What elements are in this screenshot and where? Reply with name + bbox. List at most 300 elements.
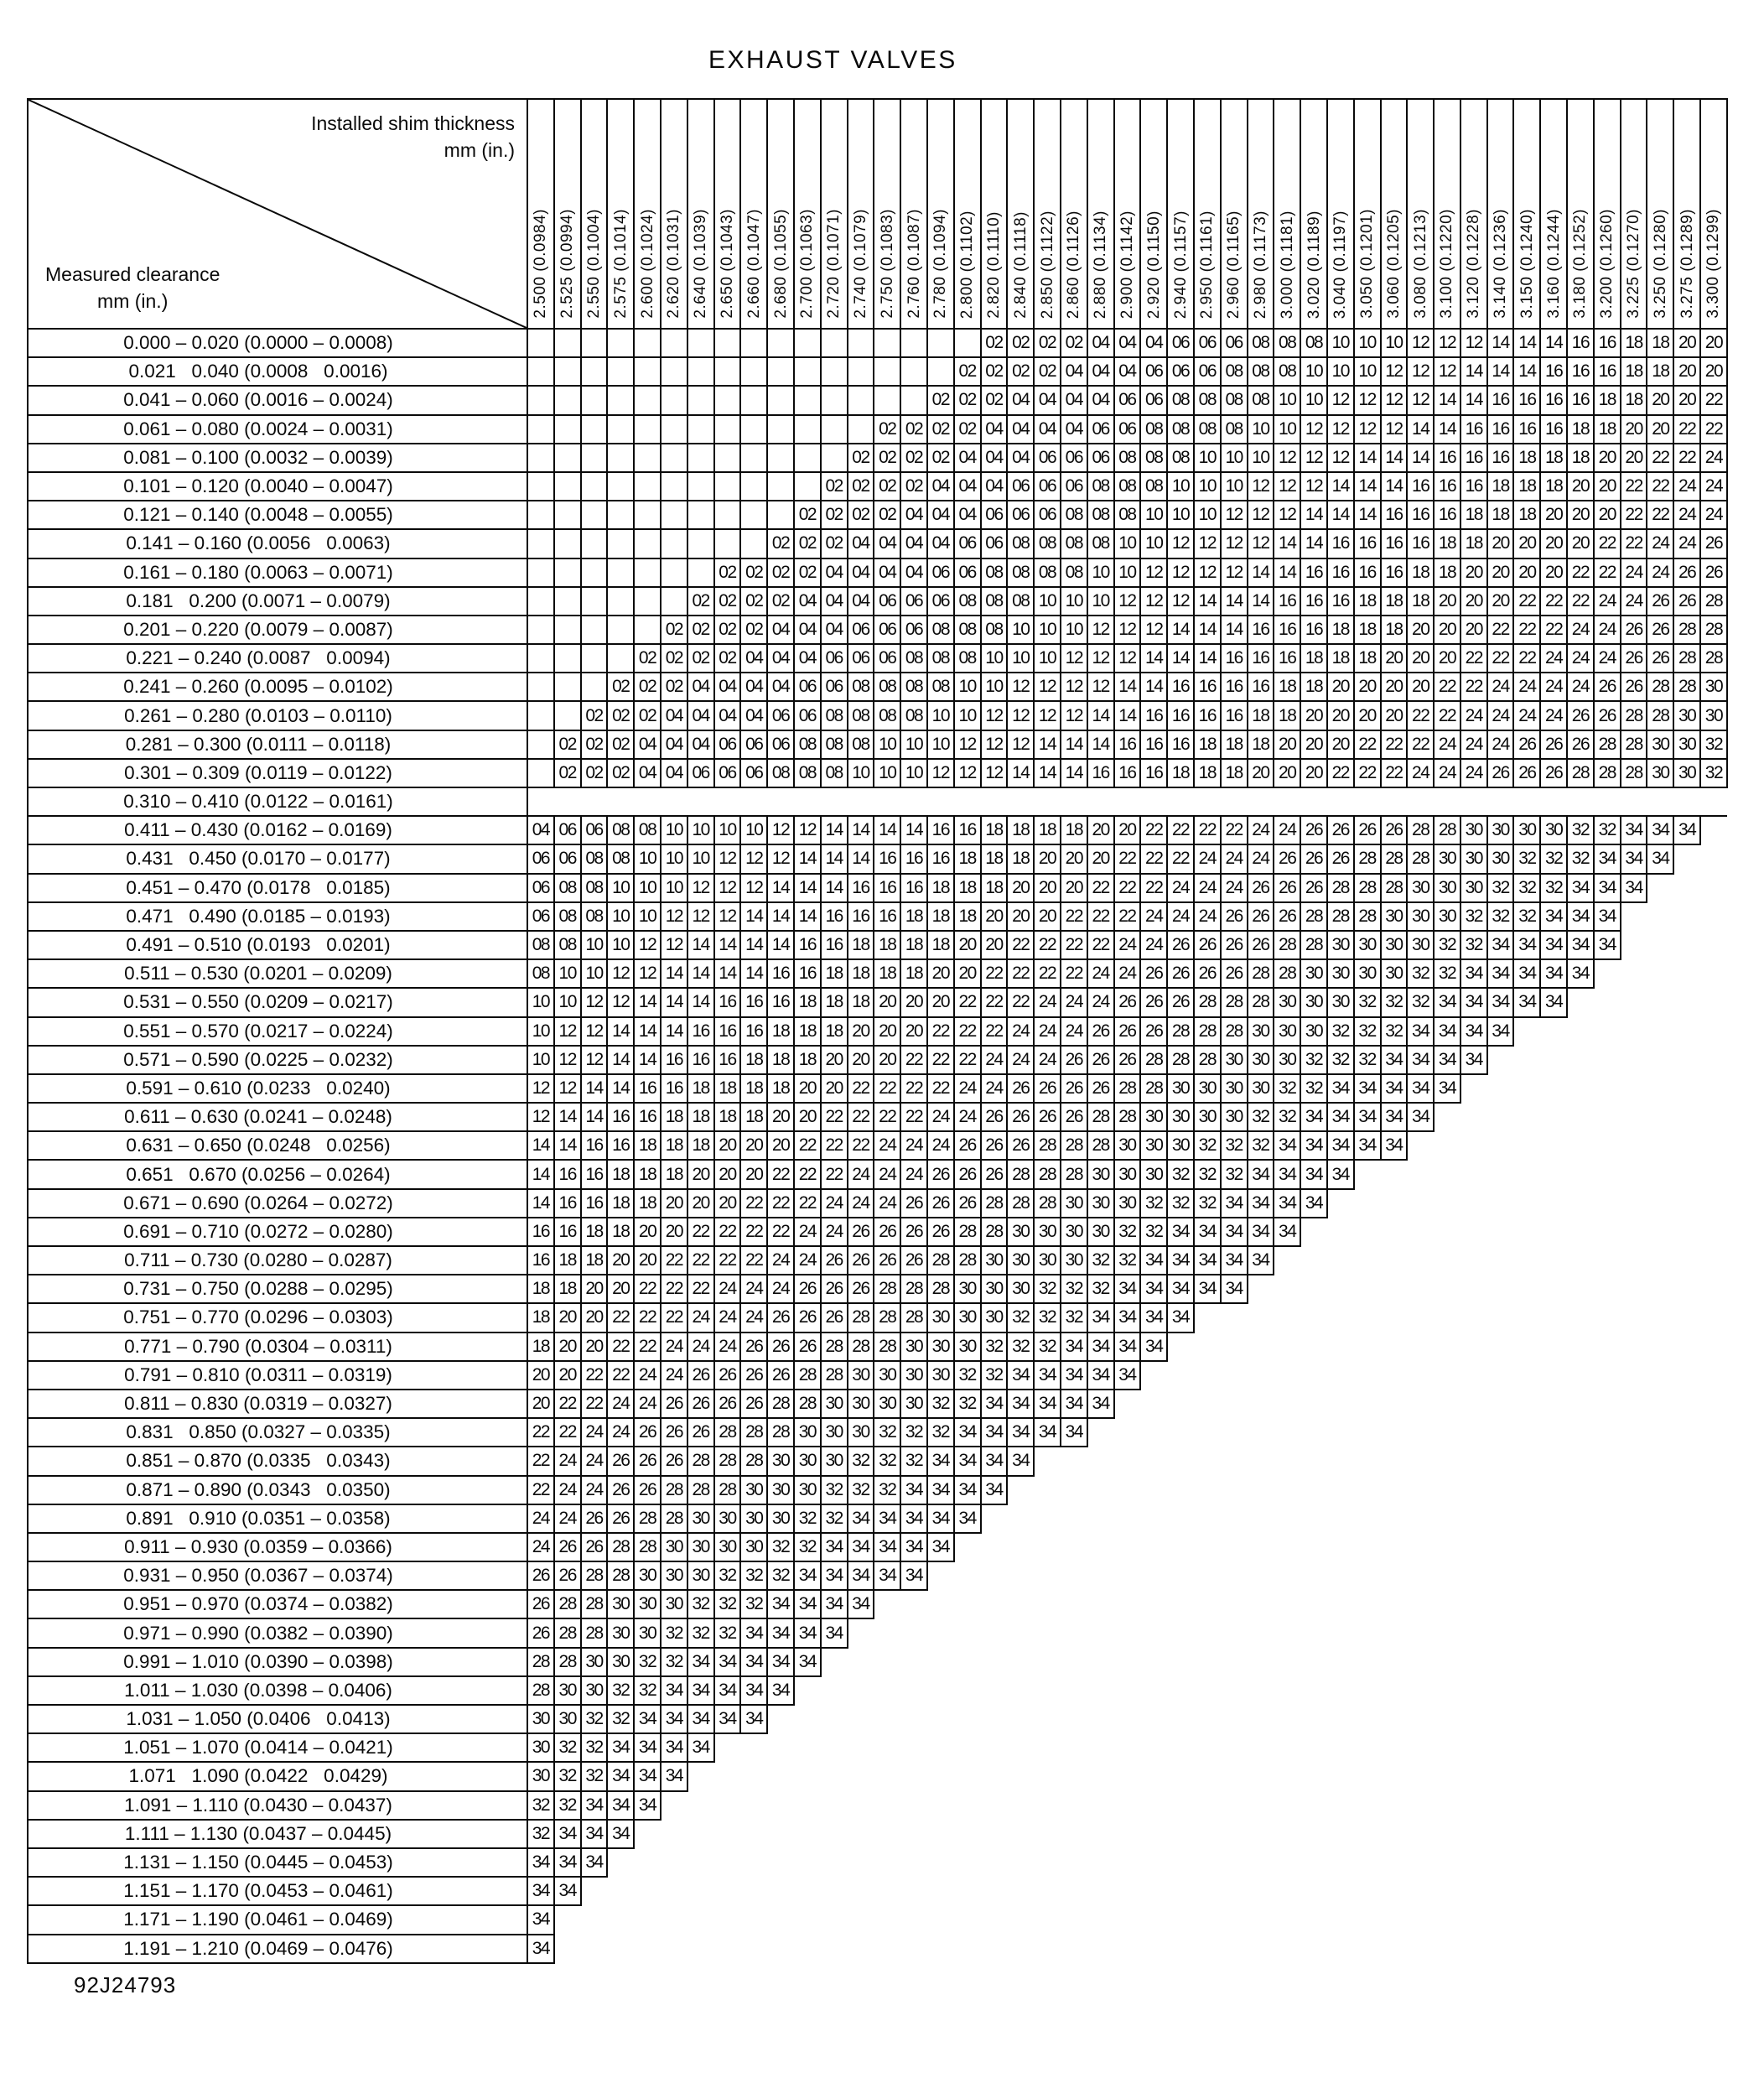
shim-cell: 04 (821, 558, 848, 587)
empty-cell (607, 558, 634, 587)
empty-cell (794, 329, 821, 357)
shim-cell: 18 (1327, 616, 1354, 644)
void-cell (1673, 1390, 1700, 1418)
void-cell (1407, 1447, 1434, 1475)
shim-cell: 30 (1327, 959, 1354, 988)
void-cell (1327, 1648, 1354, 1676)
shim-cell: 34 (581, 1820, 608, 1848)
shim-cell: 02 (954, 357, 981, 386)
void-cell (981, 1820, 1008, 1848)
empty-cell (527, 472, 554, 501)
void-cell (1540, 1561, 1567, 1590)
row-label: 0.791 – 0.810 (0.0311 – 0.0319) (28, 1361, 527, 1390)
shim-cell: 18 (687, 1103, 714, 1131)
void-cell (1567, 1705, 1594, 1733)
void-cell (927, 1935, 954, 1963)
void-cell (1460, 1618, 1487, 1647)
spec-range-cell (1167, 787, 1194, 816)
void-cell (1540, 1848, 1567, 1877)
shim-cell: 02 (794, 558, 821, 587)
shim-cell: 20 (1594, 472, 1621, 501)
shim-cell: 30 (1647, 759, 1673, 787)
void-cell (1700, 1303, 1727, 1332)
column-header (607, 99, 634, 329)
void-cell (1300, 1762, 1327, 1790)
shim-cell: 12 (527, 1103, 554, 1131)
column-header (1700, 99, 1727, 329)
shim-cell: 32 (848, 1476, 874, 1504)
shim-cell: 16 (767, 959, 794, 988)
void-cell (1194, 1820, 1221, 1848)
void-cell (1034, 1705, 1061, 1733)
column-header-label: 3.200 (0.1260) (1598, 209, 1616, 319)
shim-cell: 34 (1087, 1333, 1114, 1361)
void-cell (1140, 1590, 1167, 1618)
void-cell (1673, 1676, 1700, 1705)
shim-cell: 34 (981, 1418, 1008, 1447)
void-cell (1567, 1648, 1594, 1676)
void-cell (1114, 1820, 1141, 1848)
shim-cell: 04 (848, 529, 874, 558)
empty-cell (607, 501, 634, 529)
table-row (28, 1676, 1727, 1705)
shim-cell: 32 (874, 1476, 900, 1504)
shim-cell: 30 (527, 1733, 554, 1762)
empty-cell (821, 415, 848, 444)
void-cell (1594, 1246, 1621, 1275)
shim-cell: 04 (900, 558, 927, 587)
void-cell (740, 1935, 767, 1963)
shim-cell: 22 (1007, 931, 1034, 959)
row-label: 0.000 – 0.020 (0.0000 – 0.0008) (28, 329, 527, 357)
void-cell (1381, 1676, 1408, 1705)
shim-cell: 34 (714, 1676, 741, 1705)
void-cell (900, 1877, 927, 1905)
void-cell (981, 1676, 1008, 1705)
shim-cell: 16 (661, 1046, 687, 1074)
shim-cell: 26 (634, 1418, 661, 1447)
void-cell (1087, 1618, 1114, 1647)
shim-cell: 22 (1381, 759, 1408, 787)
shim-cell: 26 (1221, 959, 1248, 988)
empty-cell (661, 472, 687, 501)
shim-cell: 04 (687, 701, 714, 730)
shim-cell: 26 (740, 1390, 767, 1418)
void-cell (1221, 1361, 1248, 1390)
void-cell (900, 1590, 927, 1618)
shim-cell: 02 (874, 472, 900, 501)
shim-cell: 34 (1087, 1390, 1114, 1418)
shim-cell: 34 (554, 1848, 581, 1877)
void-cell (740, 1762, 767, 1790)
shim-cell: 28 (794, 1361, 821, 1390)
void-cell (1114, 1533, 1141, 1561)
void-cell (1114, 1590, 1141, 1618)
empty-cell (900, 357, 927, 386)
shim-cell: 06 (794, 673, 821, 701)
void-cell (848, 1877, 874, 1905)
column-header-label: 2.620 (0.1031) (665, 209, 683, 319)
void-cell (927, 1762, 954, 1790)
shim-cell: 34 (1327, 1103, 1354, 1131)
shim-cell: 22 (767, 1218, 794, 1246)
void-cell (1513, 1275, 1540, 1303)
table-row (28, 587, 1727, 616)
shim-cell: 16 (927, 844, 954, 873)
shim-cell: 34 (1513, 988, 1540, 1016)
void-cell (1248, 1303, 1274, 1332)
void-cell (954, 1791, 981, 1820)
shim-cell: 32 (1513, 844, 1540, 873)
empty-cell (740, 386, 767, 414)
shim-cell: 08 (1300, 329, 1327, 357)
shim-cell: 34 (1167, 1275, 1194, 1303)
shim-cell: 20 (1647, 386, 1673, 414)
shim-cell: 06 (1194, 329, 1221, 357)
void-cell (1673, 1533, 1700, 1561)
void-cell (1140, 1905, 1167, 1934)
shim-cell: 18 (687, 1074, 714, 1103)
void-cell (1621, 1046, 1647, 1074)
row-label: 0.951 – 0.970 (0.0374 – 0.0382) (28, 1590, 527, 1618)
void-cell (1647, 1476, 1673, 1504)
shim-cell: 18 (1647, 329, 1673, 357)
shim-cell: 28 (1354, 874, 1381, 902)
shim-cell: 18 (874, 931, 900, 959)
shim-cell: 34 (900, 1504, 927, 1533)
void-cell (1673, 1820, 1700, 1848)
shim-cell: 30 (927, 1333, 954, 1361)
shim-cell: 26 (687, 1390, 714, 1418)
void-cell (1513, 1618, 1540, 1647)
void-cell (1354, 1733, 1381, 1762)
shim-cell: 34 (1647, 844, 1673, 873)
shim-cell: 20 (1407, 616, 1434, 644)
shim-cell: 34 (954, 1418, 981, 1447)
void-cell (954, 1705, 981, 1733)
void-cell (954, 1877, 981, 1905)
void-cell (1434, 1103, 1460, 1131)
void-cell (1700, 1762, 1727, 1790)
void-cell (1114, 1905, 1141, 1934)
void-cell (740, 1905, 767, 1934)
row-label: 0.651 0.670 (0.0256 – 0.0264) (28, 1160, 527, 1188)
column-header (927, 99, 954, 329)
shim-cell: 28 (1647, 701, 1673, 730)
void-cell (848, 1820, 874, 1848)
shim-cell: 26 (1700, 558, 1727, 587)
void-cell (1487, 1733, 1514, 1762)
column-header-label: 2.860 (0.1126) (1065, 210, 1083, 319)
void-cell (1300, 1246, 1327, 1275)
shim-cell: 10 (661, 844, 687, 873)
void-cell (1327, 1905, 1354, 1934)
shim-cell: 04 (661, 730, 687, 759)
shim-cell: 22 (740, 1189, 767, 1218)
void-cell (1621, 1820, 1647, 1848)
shim-cell: 08 (554, 874, 581, 902)
void-cell (1647, 1275, 1673, 1303)
row-label: 0.691 – 0.710 (0.0272 – 0.0280) (28, 1218, 527, 1246)
column-header (1300, 99, 1327, 329)
shim-cell: 28 (581, 1618, 608, 1647)
void-cell (634, 1877, 661, 1905)
void-cell (1434, 1877, 1460, 1905)
void-cell (1354, 1561, 1381, 1590)
shim-cell: 14 (1513, 329, 1540, 357)
shim-cell: 10 (527, 988, 554, 1016)
void-cell (1221, 1390, 1248, 1418)
void-cell (1114, 1848, 1141, 1877)
void-cell (1327, 1333, 1354, 1361)
row-label: 0.971 – 0.990 (0.0382 – 0.0390) (28, 1618, 527, 1647)
shim-cell: 34 (1194, 1246, 1221, 1275)
shim-cell: 34 (1354, 1103, 1381, 1131)
row-label: 0.301 – 0.309 (0.0119 – 0.0122) (28, 759, 527, 787)
row-label: 1.151 – 1.170 (0.0453 – 0.0461) (28, 1877, 527, 1905)
shim-cell: 32 (1248, 1103, 1274, 1131)
shim-cell: 08 (1007, 558, 1034, 587)
shim-cell: 26 (1300, 874, 1327, 902)
column-header-label: 3.140 (0.1236) (1492, 209, 1510, 319)
shim-cell: 26 (1194, 931, 1221, 959)
void-cell (1647, 1762, 1673, 1790)
void-cell (1567, 1476, 1594, 1504)
row-label: 0.631 – 0.650 (0.0248 0.0256) (28, 1131, 527, 1160)
shim-cell: 20 (1034, 844, 1061, 873)
void-cell (1487, 1820, 1514, 1848)
void-cell (1327, 1218, 1354, 1246)
shim-cell: 30 (1007, 1246, 1034, 1275)
empty-cell (554, 587, 581, 616)
shim-cell: 16 (900, 844, 927, 873)
shim-cell: 06 (900, 616, 927, 644)
shim-cell: 24 (1540, 701, 1567, 730)
void-cell (1114, 1676, 1141, 1705)
shim-cell: 14 (1300, 529, 1327, 558)
column-header-label: 2.920 (0.1150) (1144, 210, 1163, 319)
void-cell (1248, 1418, 1274, 1447)
void-cell (1221, 1791, 1248, 1820)
shim-cell: 34 (1061, 1418, 1087, 1447)
shim-cell: 32 (767, 1533, 794, 1561)
shim-cell: 34 (1061, 1333, 1087, 1361)
empty-cell (581, 329, 608, 357)
shim-cell: 28 (1248, 959, 1274, 988)
shim-cell: 06 (848, 644, 874, 673)
void-cell (874, 1676, 900, 1705)
shim-cell: 32 (1007, 1333, 1034, 1361)
void-cell (1221, 1762, 1248, 1790)
void-cell (794, 1791, 821, 1820)
shim-cell: 18 (794, 1017, 821, 1046)
shim-cell: 34 (927, 1533, 954, 1561)
void-cell (1594, 1733, 1621, 1762)
shim-cell: 26 (1034, 1103, 1061, 1131)
shim-cell: 28 (874, 1333, 900, 1361)
shim-cell: 32 (1540, 874, 1567, 902)
void-cell (1194, 1533, 1221, 1561)
shim-cell: 12 (1221, 558, 1248, 587)
shim-cell: 22 (1007, 988, 1034, 1016)
void-cell (1434, 1275, 1460, 1303)
void-cell (1567, 1160, 1594, 1188)
shim-cell: 34 (927, 1476, 954, 1504)
shim-cell: 12 (581, 1017, 608, 1046)
void-cell (1354, 1476, 1381, 1504)
shim-cell: 04 (981, 472, 1008, 501)
shim-cell: 28 (687, 1476, 714, 1504)
shim-cell: 24 (1194, 874, 1221, 902)
shim-cell: 22 (661, 1275, 687, 1303)
shim-cell: 22 (1487, 616, 1514, 644)
shim-cell: 32 (1460, 902, 1487, 931)
shim-cell: 32 (1540, 844, 1567, 873)
void-cell (1300, 1848, 1327, 1877)
void-cell (1381, 1648, 1408, 1676)
row-label: 0.021 0.040 (0.0008 0.0016) (28, 357, 527, 386)
table-row (28, 558, 1727, 587)
shim-cell: 22 (581, 1390, 608, 1418)
void-cell (927, 1648, 954, 1676)
void-cell (1248, 1390, 1274, 1418)
empty-cell (634, 472, 661, 501)
column-header (1061, 99, 1087, 329)
void-cell (1434, 1418, 1460, 1447)
void-cell (1381, 1590, 1408, 1618)
spec-range-cell (1621, 787, 1647, 816)
void-cell (1381, 1733, 1408, 1762)
shim-cell: 18 (634, 1160, 661, 1188)
shim-cell: 16 (1354, 529, 1381, 558)
void-cell (1460, 1791, 1487, 1820)
shim-cell: 26 (1274, 844, 1300, 873)
shim-cell: 30 (687, 1504, 714, 1533)
shim-cell: 28 (1221, 1017, 1248, 1046)
shim-cell: 24 (581, 1418, 608, 1447)
shim-cell: 14 (1194, 644, 1221, 673)
shim-cell: 18 (1567, 415, 1594, 444)
void-cell (1673, 1762, 1700, 1790)
shim-cell: 34 (661, 1762, 687, 1790)
shim-cell: 10 (1248, 415, 1274, 444)
shim-cell: 30 (527, 1705, 554, 1733)
shim-cell: 16 (1567, 357, 1594, 386)
void-cell (1114, 1504, 1141, 1533)
void-cell (1513, 1361, 1540, 1390)
shim-cell: 26 (1274, 874, 1300, 902)
empty-cell (607, 616, 634, 644)
empty-cell (554, 501, 581, 529)
shim-cell: 28 (981, 1189, 1008, 1218)
void-cell (821, 1848, 848, 1877)
shim-cell: 14 (1194, 616, 1221, 644)
shim-cell: 16 (1140, 701, 1167, 730)
shim-cell: 16 (1140, 759, 1167, 787)
void-cell (1594, 1390, 1621, 1418)
shim-cell: 02 (714, 644, 741, 673)
shim-cell: 24 (714, 1275, 741, 1303)
shim-cell: 34 (981, 1390, 1008, 1418)
void-cell (661, 1935, 687, 1963)
shim-cell: 18 (714, 1074, 741, 1103)
shim-cell: 26 (900, 1189, 927, 1218)
shim-cell: 14 (1274, 529, 1300, 558)
void-cell (1194, 1791, 1221, 1820)
void-cell (661, 1877, 687, 1905)
void-cell (1513, 1418, 1540, 1447)
shim-cell: 30 (1381, 959, 1408, 988)
shim-cell: 20 (581, 1275, 608, 1303)
table-row (28, 1361, 1727, 1390)
shim-cell: 12 (1061, 673, 1087, 701)
shim-cell: 22 (1140, 874, 1167, 902)
shim-cell: 28 (1621, 759, 1647, 787)
row-label: 0.811 – 0.830 (0.0319 – 0.0327) (28, 1390, 527, 1418)
void-cell (1114, 1935, 1141, 1963)
shim-cell: 14 (1167, 616, 1194, 644)
void-cell (1327, 1361, 1354, 1390)
shim-cell: 14 (1248, 558, 1274, 587)
column-header (1647, 99, 1673, 329)
void-cell (1621, 1074, 1647, 1103)
void-cell (1407, 1705, 1434, 1733)
shim-cell: 32 (1700, 759, 1727, 787)
empty-cell (687, 329, 714, 357)
shim-cell: 22 (1167, 844, 1194, 873)
shim-cell: 22 (1087, 931, 1114, 959)
void-cell (1407, 1476, 1434, 1504)
void-cell (1061, 1791, 1087, 1820)
empty-cell (634, 357, 661, 386)
void-cell (714, 1935, 741, 1963)
void-cell (1460, 1590, 1487, 1618)
shim-cell: 32 (874, 1418, 900, 1447)
column-header (1673, 99, 1700, 329)
void-cell (954, 1618, 981, 1647)
void-cell (1167, 1504, 1194, 1533)
void-cell (1647, 1561, 1673, 1590)
column-header-label: 2.800 (0.1102) (958, 210, 977, 319)
shim-cell: 20 (1061, 844, 1087, 873)
shim-cell: 06 (1034, 444, 1061, 472)
void-cell (1248, 1791, 1274, 1820)
empty-cell (554, 673, 581, 701)
shim-cell: 14 (1381, 444, 1408, 472)
shim-cell: 18 (581, 1218, 608, 1246)
void-cell (1513, 1561, 1540, 1590)
column-header-label: 2.840 (0.1118) (1011, 211, 1030, 319)
spec-range-cell (1007, 787, 1034, 816)
shim-cell: 28 (1248, 988, 1274, 1016)
shim-cell: 26 (1087, 1017, 1114, 1046)
shim-cell: 02 (554, 759, 581, 787)
shim-cell: 18 (1381, 616, 1408, 644)
row-label: 0.911 – 0.930 (0.0359 – 0.0366) (28, 1533, 527, 1561)
void-cell (1381, 1303, 1408, 1332)
void-cell (1434, 1131, 1460, 1160)
shim-cell: 24 (634, 1361, 661, 1390)
shim-cell: 18 (1381, 587, 1408, 616)
shim-cell: 24 (661, 1361, 687, 1390)
void-cell (1300, 1590, 1327, 1618)
shim-cell: 18 (1034, 816, 1061, 844)
empty-cell (874, 329, 900, 357)
shim-cell: 34 (527, 1905, 554, 1934)
void-cell (1647, 988, 1673, 1016)
void-cell (1540, 1275, 1567, 1303)
void-cell (1327, 1246, 1354, 1275)
